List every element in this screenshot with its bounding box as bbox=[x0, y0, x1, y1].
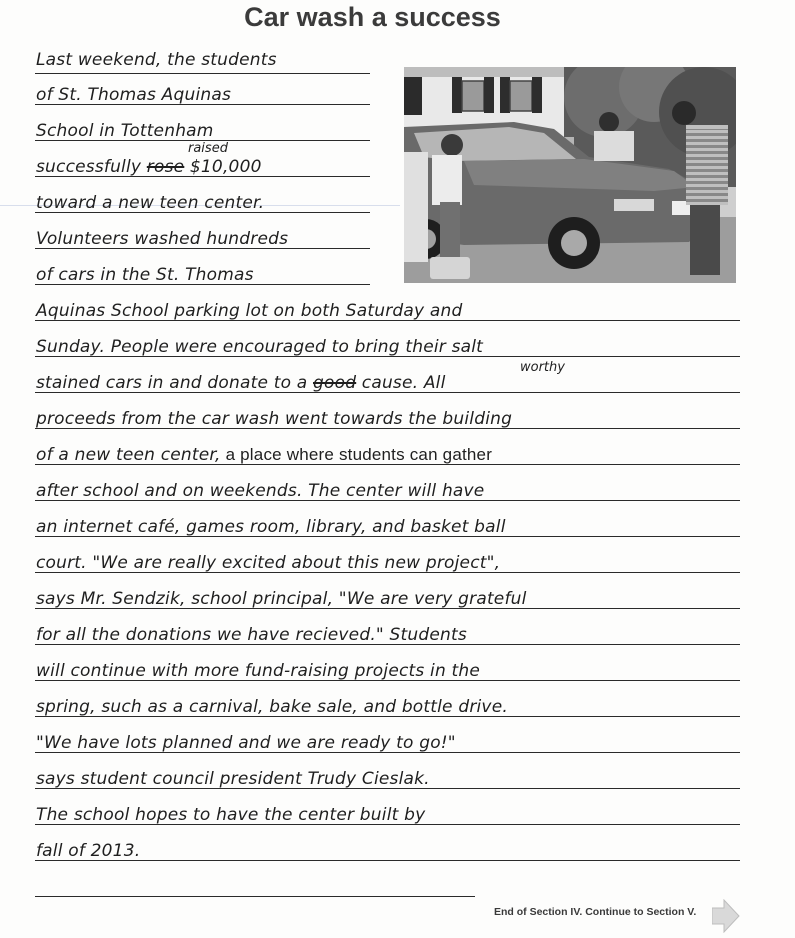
text-line: Sunday. People were encouraged to bring their salt bbox=[36, 337, 484, 357]
inserted-word: worthy bbox=[520, 360, 565, 375]
text-line: Aquinas School parking lot on both Saturday and bbox=[36, 301, 463, 321]
text-segment: of a new teen center, bbox=[36, 445, 221, 465]
text-segment: $10,000 bbox=[184, 157, 262, 177]
text-line: toward a new teen center. bbox=[36, 193, 265, 213]
text-line bbox=[36, 156, 262, 178]
text-line bbox=[36, 372, 446, 394]
text-line bbox=[36, 444, 492, 466]
text-line: an internet café, games room, library, and basket ball bbox=[36, 517, 506, 537]
text-segment: cause. All bbox=[356, 373, 446, 393]
text-line: of cars in the St. Thomas bbox=[36, 265, 254, 285]
text-line: spring, such as a carnival, bake sale, and bottle drive. bbox=[36, 697, 508, 717]
text-line: Last weekend, the students bbox=[36, 50, 277, 70]
text-line: says Mr. Sendzik, school principal, "We are very grateful bbox=[36, 589, 527, 609]
struck-word: rose bbox=[146, 157, 185, 177]
text-line: after school and on weekends. The center will have bbox=[36, 481, 485, 501]
text-line: Volunteers washed hundreds bbox=[36, 229, 289, 249]
text-line: for all the donations we have recieved." Students bbox=[36, 625, 467, 645]
ruled-line bbox=[35, 860, 740, 861]
section-footer: End of Section IV. Continue to Section V. bbox=[494, 906, 697, 918]
typed-segment: a place where students can gather bbox=[220, 445, 493, 464]
text-line: of St. Thomas Aquinas bbox=[36, 85, 232, 105]
page-title: Car wash a success bbox=[244, 2, 501, 32]
car-wash-photo-illustration bbox=[404, 67, 736, 283]
text-segment: successfully bbox=[36, 157, 142, 177]
arrow-right-icon bbox=[712, 899, 740, 933]
text-line: The school hopes to have the center built by bbox=[36, 805, 426, 825]
ruled-line bbox=[35, 73, 370, 74]
struck-word: good bbox=[313, 373, 357, 393]
text-line: fall of 2013. bbox=[36, 841, 141, 861]
text-line: School in Tottenham bbox=[36, 121, 214, 141]
text-line: proceeds from the car wash went towards the building bbox=[36, 409, 513, 429]
text-line: court. "We are really excited about this new project", bbox=[36, 553, 501, 573]
text-line: "We have lots planned and we are ready to go!" bbox=[36, 733, 456, 753]
ruled-line bbox=[35, 896, 475, 897]
text-line: will continue with more fund-raising projects in the bbox=[36, 661, 481, 681]
text-line: says student council president Trudy Cieslak. bbox=[36, 769, 430, 789]
inserted-word: raised bbox=[188, 141, 228, 156]
text-segment: stained cars in and donate to a bbox=[36, 373, 313, 393]
car-wash-photo bbox=[404, 67, 736, 283]
